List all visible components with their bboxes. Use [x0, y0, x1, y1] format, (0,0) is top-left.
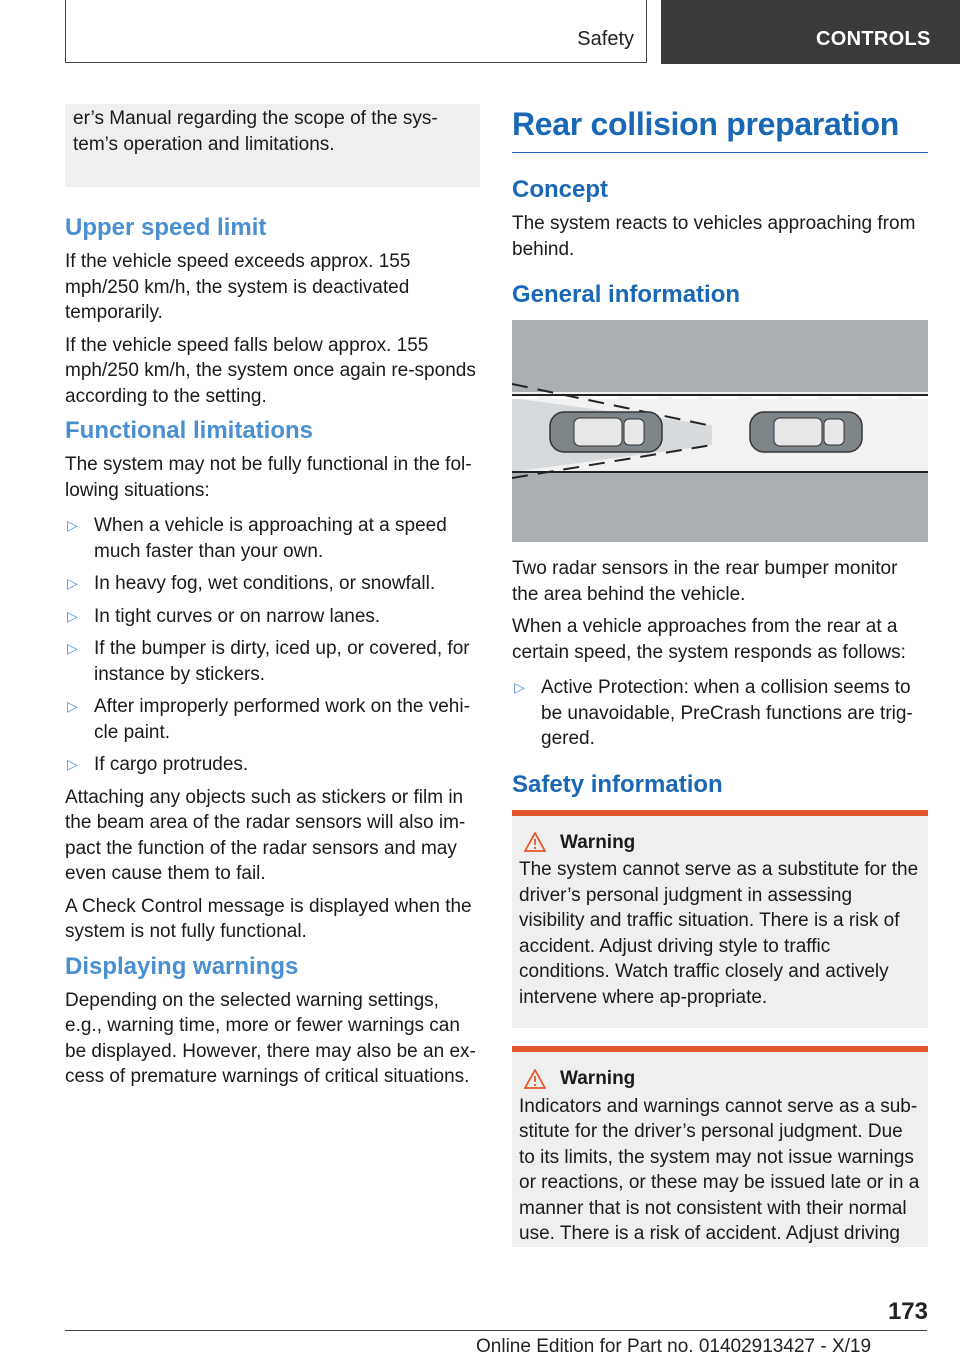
triangle-bullet-icon: ▷ — [67, 640, 78, 656]
list-item: ▷ If cargo protrudes. — [65, 752, 480, 778]
upper-speed-p2: If the vehicle speed falls below approx. 155 mph/250 km/h, the system once again re‐sponds according to the setting. — [65, 334, 476, 407]
general-p2: When a vehicle approaches from the rear at a certain speed, the system responds as follows: — [512, 616, 906, 663]
warning-text: Indicators and warnings cannot serve as a sub‐stitute for the driver’s personal judgment. Due to its limits, the system may not issue warnings or reactions, or these may be issued late or in a manner that is not consistent with their normal use. There is a risk of accident. Adjust driving — [519, 1095, 920, 1244]
header-chapter-tab: CONTROLS — [661, 0, 960, 64]
radar-illustration — [512, 320, 928, 542]
functional-limitations-list — [65, 513, 480, 778]
displaying-warnings-p1: Depending on the selected warning settings, e.g., warning time, more or fewer warnings can be displayed. However, there may also be an ex‐cess of premature warnings of critical situations. — [65, 989, 476, 1087]
functional-limitations-heading: Functional limitations — [65, 417, 314, 444]
list-item: ▷ If the bumper is dirty, iced up, or covered, for instance by stickers. — [67, 638, 470, 685]
continued-note-text: er’s Manual regarding the scope of the sys‐tem’s operation and limitations. — [73, 108, 438, 155]
triangle-bullet-icon: ▷ — [67, 756, 78, 772]
page-number: 173 — [887, 1298, 928, 1325]
triangle-bullet-icon: ▷ — [67, 517, 78, 533]
footer-edition: Online Edition for Part no. 01402913427 - X/19 — [476, 1336, 872, 1357]
warning-triangle-icon — [524, 1069, 546, 1089]
displaying-warnings-heading: Displaying warnings — [65, 952, 299, 980]
triangle-bullet-icon: ▷ — [67, 698, 78, 714]
left-column — [65, 104, 480, 1097]
warning-header — [519, 1066, 921, 1092]
header-section-label: Safety — [577, 28, 634, 50]
upper-speed-heading: Upper speed limit — [65, 214, 267, 241]
triangle-bullet-icon: ▷ — [67, 607, 78, 624]
warning-label: Warning — [560, 831, 636, 853]
rear-car-icon — [550, 412, 662, 452]
functional-p2: A Check Control message is displayed when the system is not fully functional. — [65, 895, 472, 942]
general-p1: Two radar sensors in the rear bumper monitor the area behind the vehicle. — [512, 558, 898, 605]
list-item: ▷ In tight curves or on narrow lanes. — [65, 604, 480, 630]
functional-intro: The system may not be fully functional in the fol‐lowing situations: — [65, 454, 472, 501]
right-column — [512, 104, 928, 1265]
general-list — [512, 675, 928, 752]
warning-text: The system cannot serve as a substitute for the driver’s personal judgment in assessing visibility and traffic situation. There is a risk of accident. Adjust driving style to traffic conditions. Watch traffic closely and actively intervene where ap‐propriate. — [519, 859, 919, 1008]
upper-speed-p1: If the vehicle speed exceeds approx. 155 mph/250 km/h, the system is deactivated temporarily. — [65, 251, 411, 323]
triangle-bullet-icon: ▷ — [67, 575, 78, 591]
front-car-icon — [750, 412, 862, 452]
list-item: ▷ In heavy fog, wet conditions, or snowfall. — [65, 571, 480, 597]
warning-header — [519, 830, 921, 856]
list-item: ▷ When a vehicle is approaching at a speed much faster than your own. — [67, 515, 447, 562]
header-section-box — [65, 0, 647, 63]
functional-p1: Attaching any objects such as stickers or film in the beam area of the radar sensors will also im‐pact the function of the radar sensors and may even cause them to fail. — [65, 786, 466, 884]
warning-box — [512, 810, 928, 1029]
continued-note-box — [65, 104, 480, 187]
list-item: ▷ Active Protection: when a collision seems to be unavoidable, PreCrash functions are trig‐gered. — [514, 677, 913, 749]
list-item: ▷ After improperly performed work on the vehi‐cle paint. — [67, 696, 470, 743]
concept-p1: The system reacts to vehicles approaching from behind. — [512, 213, 916, 260]
warning-box — [512, 1046, 928, 1247]
triangle-bullet-icon: ▷ — [514, 679, 525, 695]
page-title: Rear collision preparation — [512, 104, 928, 153]
concept-heading: Concept — [512, 176, 608, 203]
safety-info-heading: Safety information — [512, 770, 723, 798]
warning-triangle-icon — [524, 832, 546, 852]
warning-label: Warning — [560, 1068, 636, 1089]
general-info-heading: General information — [512, 281, 741, 308]
footer-divider — [65, 1330, 927, 1331]
